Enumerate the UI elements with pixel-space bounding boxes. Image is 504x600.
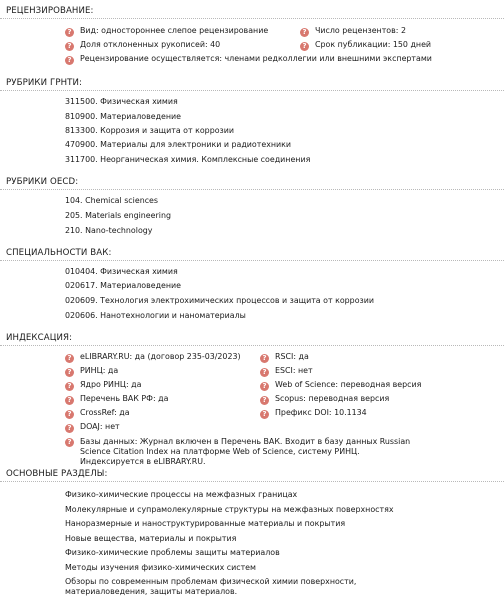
section-item[interactable]: Наноразмерные и наноструктурированные материалы и покрытия — [65, 519, 346, 528]
index-rsci: ? RSCI: да — [260, 352, 309, 363]
oecd-item: 210. Nano-technology — [65, 226, 153, 235]
section-title-oecd: РУБРИКИ OECD: — [6, 177, 79, 187]
question-circle-icon[interactable]: ? — [65, 28, 74, 37]
divider — [0, 18, 504, 19]
oecd-item: 104. Chemical sciences — [65, 196, 158, 205]
section-title-vak: СПЕЦИАЛЬНОСТИ ВАК: — [6, 248, 112, 258]
question-circle-icon[interactable]: ? — [65, 438, 74, 447]
index-esci: ? ESCI: нет — [260, 366, 313, 377]
question-circle-icon[interactable]: ? — [65, 424, 74, 433]
question-circle-icon[interactable]: ? — [300, 28, 309, 37]
section-item[interactable]: Физико-химические процессы на межфазных границах — [65, 490, 298, 499]
index-vak-list: ? Перечень ВАК РФ: да — [65, 394, 168, 405]
question-circle-icon[interactable]: ? — [260, 368, 269, 377]
vak-item: 010404. Физическая химия — [65, 267, 178, 276]
oecd-item: 205. Materials engineering — [65, 211, 171, 220]
index-rinc-core: ? Ядро РИНЦ: да — [65, 380, 141, 391]
review-rejected-share: ? Доля отклоненных рукописей: 40 — [65, 40, 220, 51]
divider — [0, 189, 504, 190]
index-elibrary: ? eLIBRARY.RU: да (договор 235-03/2023) — [65, 352, 241, 363]
index-doi-prefix: ? Префикс DOI: 10.1134 — [260, 408, 367, 419]
section-item[interactable]: Физико-химические проблемы защиты материалов — [65, 548, 280, 557]
question-circle-icon[interactable]: ? — [65, 42, 74, 51]
review-by: ? Рецензирование осуществляется: членами редколлегии или внешними экспертами — [65, 54, 432, 65]
question-circle-icon[interactable]: ? — [65, 382, 74, 391]
index-databases: ? Базы данных: Журнал включен в Перечень ВАК. Входит в базу данных Russian Science Citation Index на платформе Web of Science, систему РИНЦ. Индексируется в eLIBRARY.RU. — [65, 437, 420, 467]
index-rinc: ? РИНЦ: да — [65, 366, 118, 377]
question-circle-icon[interactable]: ? — [65, 396, 74, 405]
section-title-review: РЕЦЕНЗИРОВАНИЕ: — [6, 6, 94, 16]
index-doaj: ? DOAJ: нет — [65, 422, 120, 433]
vak-item: 020617. Материаловедение — [65, 281, 182, 290]
divider — [0, 481, 504, 482]
review-count: ? Число рецензентов: 2 — [300, 26, 406, 37]
section-item[interactable]: Обзоры по современным проблемам физической химии поверхности, материаловедения, защиты материалов. — [65, 577, 357, 596]
grnti-item: 311700. Неорганическая химия. Комплексные соединения — [65, 155, 311, 164]
question-circle-icon[interactable]: ? — [65, 56, 74, 65]
question-circle-icon[interactable]: ? — [65, 368, 74, 377]
section-title-grnti: РУБРИКИ ГРНТИ: — [6, 78, 83, 88]
index-wos: ? Web of Science: переводная версия — [260, 380, 421, 391]
section-item[interactable]: Новые вещества, материалы и покрытия — [65, 534, 237, 543]
question-circle-icon[interactable]: ? — [300, 42, 309, 51]
vak-item: 020609. Технология электрохимических процессов и защита от коррозии — [65, 296, 374, 305]
review-publication-term: ? Срок публикации: 150 дней — [300, 40, 431, 51]
divider — [0, 345, 504, 346]
index-scopus: ? Scopus: переводная версия — [260, 394, 389, 405]
question-circle-icon[interactable]: ? — [260, 382, 269, 391]
section-item[interactable]: Методы изучения физико-химических систем — [65, 563, 256, 572]
grnti-item: 810900. Материаловедение — [65, 112, 182, 121]
vak-item: 020606. Нанотехнологии и наноматериалы — [65, 311, 246, 320]
section-title-sections: ОСНОВНЫЕ РАЗДЕЛЫ: — [6, 469, 108, 479]
question-circle-icon[interactable]: ? — [65, 354, 74, 363]
grnti-item: 311500. Физическая химия — [65, 97, 178, 106]
grnti-item: 813300. Коррозия и защита от коррозии — [65, 126, 234, 135]
grnti-item: 470900. Материалы для электроники и радиотехники — [65, 140, 292, 149]
review-type: ? Вид: одностороннее слепое рецензирование — [65, 26, 268, 37]
question-circle-icon[interactable]: ? — [260, 410, 269, 419]
divider — [0, 90, 504, 91]
index-crossref: ? CrossRef: да — [65, 408, 130, 419]
question-circle-icon[interactable]: ? — [260, 396, 269, 405]
section-item[interactable]: Молекулярные и супрамолекулярные структуры на межфазных поверхностях — [65, 505, 394, 514]
question-circle-icon[interactable]: ? — [65, 410, 74, 419]
divider — [0, 260, 504, 261]
section-title-index: ИНДЕКСАЦИЯ: — [6, 333, 73, 343]
question-circle-icon[interactable]: ? — [260, 354, 269, 363]
